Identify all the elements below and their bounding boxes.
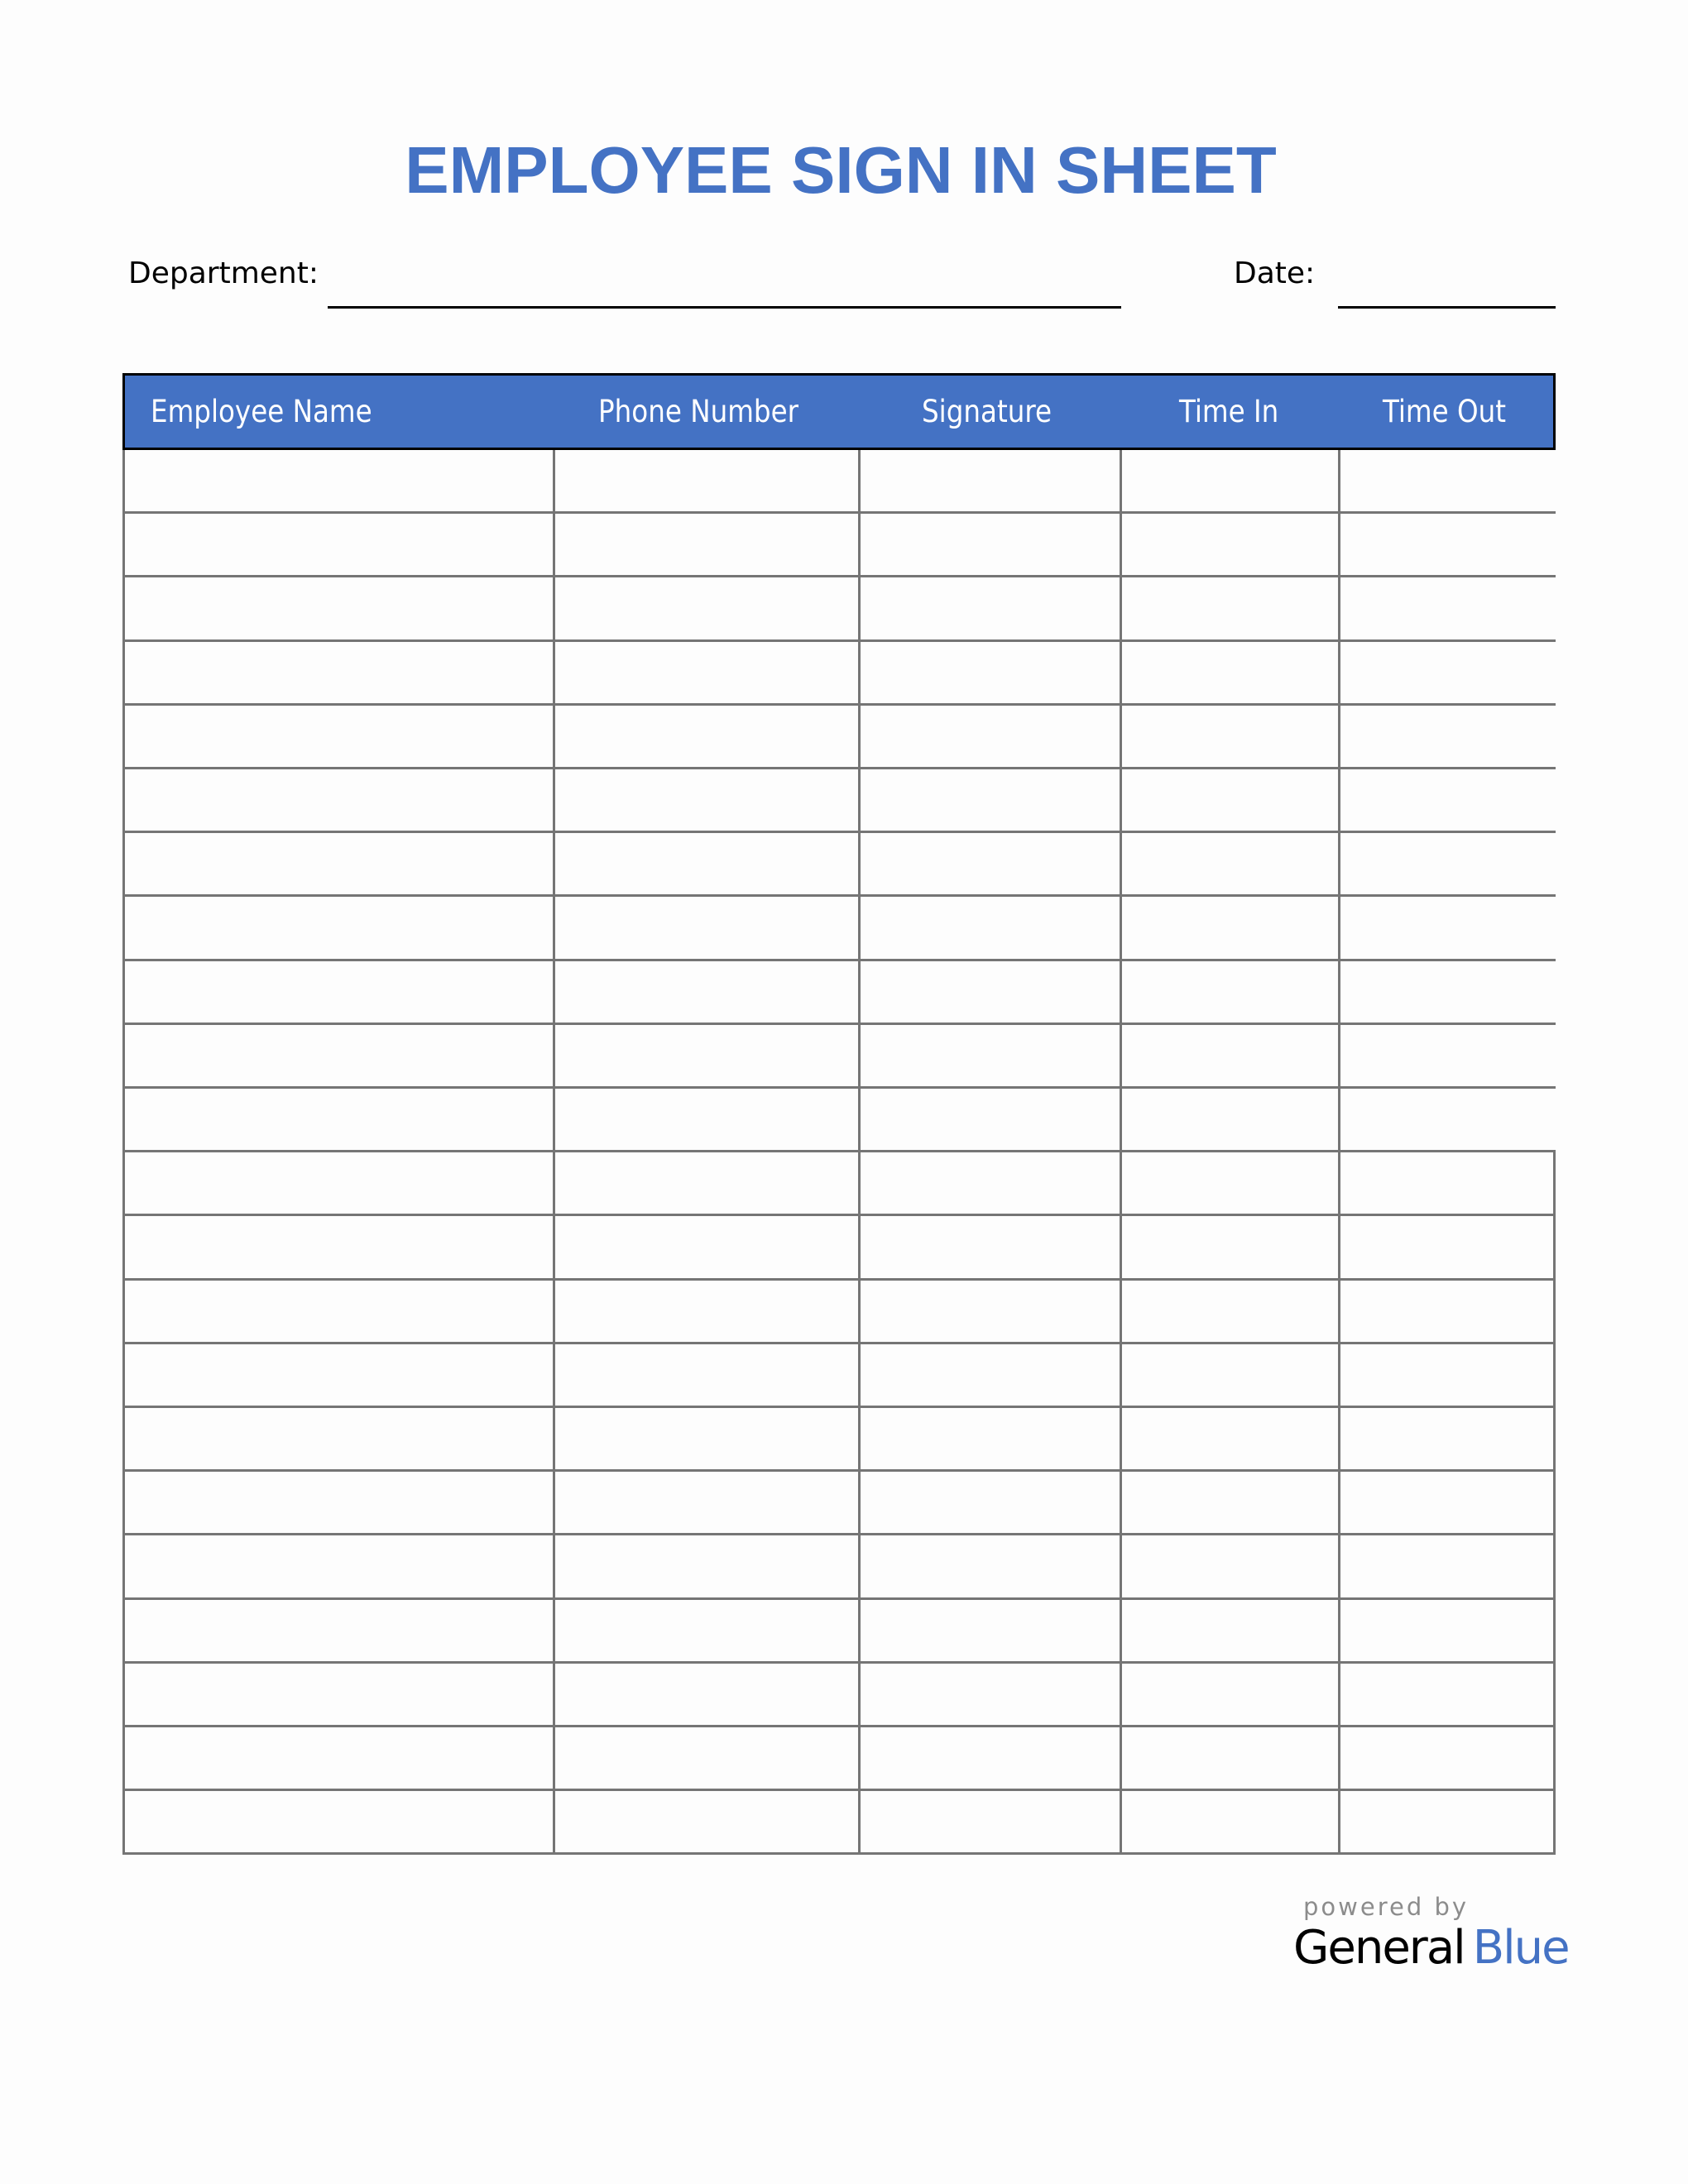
cell-phone-number[interactable] [553,1344,858,1406]
table-row [122,1089,1556,1152]
cell-signature[interactable] [858,1281,1120,1342]
cell-signature[interactable] [858,706,1120,767]
cell-time-out[interactable] [1338,897,1556,958]
cell-time-out[interactable] [1338,961,1556,1023]
table-row [122,1664,1556,1727]
table-row [122,450,1556,514]
cell-time-out[interactable] [1338,1727,1556,1789]
cell-phone-number[interactable] [553,1727,858,1789]
cell-signature[interactable] [858,833,1120,894]
cell-time-in[interactable] [1120,961,1338,1023]
cell-employee-name[interactable] [122,961,553,1023]
cell-time-out[interactable] [1338,1216,1556,1277]
cell-time-in[interactable] [1120,897,1338,958]
cell-signature[interactable] [858,769,1120,831]
cell-time-in[interactable] [1120,1727,1338,1789]
table-row [122,1281,1556,1344]
cell-time-in[interactable] [1120,1600,1338,1661]
table-row [122,1535,1556,1599]
cell-time-out[interactable] [1338,577,1556,639]
cell-employee-name[interactable] [122,1152,553,1214]
column-header-signature: Signature [922,394,1053,429]
cell-time-out[interactable] [1338,706,1556,767]
cell-time-out[interactable] [1338,833,1556,894]
cell-phone-number[interactable] [553,1408,858,1469]
cell-signature[interactable] [858,1408,1120,1469]
cell-employee-name[interactable] [122,450,553,511]
cell-signature[interactable] [858,1664,1120,1725]
cell-signature[interactable] [858,1535,1120,1597]
table-header [122,373,1556,450]
cell-employee-name[interactable] [122,769,553,831]
cell-phone-number[interactable] [553,1216,858,1277]
cell-time-out[interactable] [1338,450,1556,511]
table-row [122,1600,1556,1664]
cell-employee-name[interactable] [122,1664,553,1725]
column-header-time-in: Time In [1179,394,1279,429]
cell-phone-number[interactable] [553,1281,858,1342]
cell-phone-number[interactable] [553,1152,858,1214]
date-label: Date: [1234,256,1316,290]
cell-signature[interactable] [858,1089,1120,1150]
cell-employee-name[interactable] [122,1089,553,1150]
cell-time-in[interactable] [1120,1281,1338,1342]
cell-time-in[interactable] [1120,1791,1338,1852]
table-row [122,642,1556,706]
cell-signature[interactable] [858,1152,1120,1214]
cell-time-in[interactable] [1120,1216,1338,1277]
cell-employee-name[interactable] [122,642,553,703]
table-row [122,1216,1556,1280]
cell-time-in[interactable] [1120,514,1338,575]
cell-time-in[interactable] [1120,1408,1338,1469]
table-row [122,706,1556,769]
cell-time-out[interactable] [1338,1408,1556,1469]
cell-signature[interactable] [858,1025,1120,1086]
cell-employee-name[interactable] [122,897,553,958]
cell-time-out[interactable] [1338,1791,1556,1852]
cell-time-out[interactable] [1338,642,1556,703]
cell-time-in[interactable] [1120,1535,1338,1597]
cell-employee-name[interactable] [122,1791,553,1852]
cell-phone-number[interactable] [553,1600,858,1661]
cell-time-out[interactable] [1338,1025,1556,1086]
table-row [122,833,1556,897]
department-label: Department: [128,256,319,290]
cell-time-out[interactable] [1338,1472,1556,1533]
cell-time-out[interactable] [1338,1152,1556,1214]
cell-signature[interactable] [858,1472,1120,1533]
cell-time-out[interactable] [1338,1535,1556,1597]
cell-time-out[interactable] [1338,1600,1556,1661]
table-row [122,769,1556,833]
date-input-line[interactable] [1338,306,1556,309]
cell-signature[interactable] [858,1600,1120,1661]
cell-time-in[interactable] [1120,450,1338,511]
column-header-phone-number: Phone Number [598,394,799,429]
cell-signature[interactable] [858,450,1120,511]
cell-time-out[interactable] [1338,1344,1556,1406]
cell-time-in[interactable] [1120,1152,1338,1214]
table-row [122,1025,1556,1089]
cell-phone-number[interactable] [553,1089,858,1150]
cell-phone-number[interactable] [553,642,858,703]
cell-signature[interactable] [858,897,1120,958]
cell-signature[interactable] [858,514,1120,575]
cell-phone-number[interactable] [553,769,858,831]
cell-employee-name[interactable] [122,1472,553,1533]
powered-by-text: powered by [1303,1893,1470,1921]
page-title: EMPLOYEE SIGN IN SHEET [405,133,1277,207]
cell-signature[interactable] [858,1727,1120,1789]
cell-employee-name[interactable] [122,706,553,767]
generalblue-logo [1293,1921,1569,1975]
cell-time-out[interactable] [1338,769,1556,831]
cell-phone-number[interactable] [553,706,858,767]
cell-time-in[interactable] [1120,706,1338,767]
table-row [122,1152,1556,1216]
cell-employee-name[interactable] [122,833,553,894]
cell-time-out[interactable] [1338,514,1556,575]
cell-phone-number[interactable] [553,1025,858,1086]
cell-employee-name[interactable] [122,577,553,639]
table-row [122,897,1556,960]
cell-phone-number[interactable] [553,833,858,894]
cell-employee-name[interactable] [122,1600,553,1661]
cell-phone-number[interactable] [553,577,858,639]
cell-signature[interactable] [858,577,1120,639]
cell-employee-name[interactable] [122,1408,553,1469]
cell-phone-number[interactable] [553,450,858,511]
cell-phone-number[interactable] [553,897,858,958]
cell-time-in[interactable] [1120,577,1338,639]
cell-phone-number[interactable] [553,1472,858,1533]
cell-phone-number[interactable] [553,961,858,1023]
cell-employee-name[interactable] [122,514,553,575]
cell-employee-name[interactable] [122,1727,553,1789]
cell-time-out[interactable] [1338,1664,1556,1725]
cell-employee-name[interactable] [122,1025,553,1086]
cell-time-in[interactable] [1120,1025,1338,1086]
cell-time-out[interactable] [1338,1281,1556,1342]
cell-signature[interactable] [858,961,1120,1023]
cell-employee-name[interactable] [122,1216,553,1277]
cell-signature[interactable] [858,1344,1120,1406]
table-row [122,577,1556,641]
cell-signature[interactable] [858,1791,1120,1852]
table-row [122,514,1556,577]
cell-employee-name[interactable] [122,1535,553,1597]
cell-employee-name[interactable] [122,1281,553,1342]
cell-time-in[interactable] [1120,769,1338,831]
table-row [122,1791,1556,1855]
cell-employee-name[interactable] [122,1344,553,1406]
table-row [122,1344,1556,1408]
cell-time-in[interactable] [1120,1344,1338,1406]
table-row [122,1408,1556,1472]
cell-time-in[interactable] [1120,642,1338,703]
cell-time-in[interactable] [1120,1664,1338,1725]
logo-blue: Blue [1472,1921,1569,1975]
column-header-time-out: Time Out [1383,394,1507,429]
table-row [122,1727,1556,1791]
cell-signature[interactable] [858,1216,1120,1277]
cell-phone-number[interactable] [553,1664,858,1725]
cell-phone-number[interactable] [553,514,858,575]
cell-time-out[interactable] [1338,1089,1556,1150]
cell-time-in[interactable] [1120,1089,1338,1150]
cell-time-in[interactable] [1120,833,1338,894]
cell-phone-number[interactable] [553,1535,858,1597]
column-header-employee-name: Employee Name [151,394,372,429]
table-row [122,1472,1556,1535]
department-input-line[interactable] [328,306,1121,309]
table-row [122,961,1556,1025]
cell-time-in[interactable] [1120,1472,1338,1533]
logo-general: General [1293,1921,1465,1975]
cell-phone-number[interactable] [553,1791,858,1852]
cell-signature[interactable] [858,642,1120,703]
